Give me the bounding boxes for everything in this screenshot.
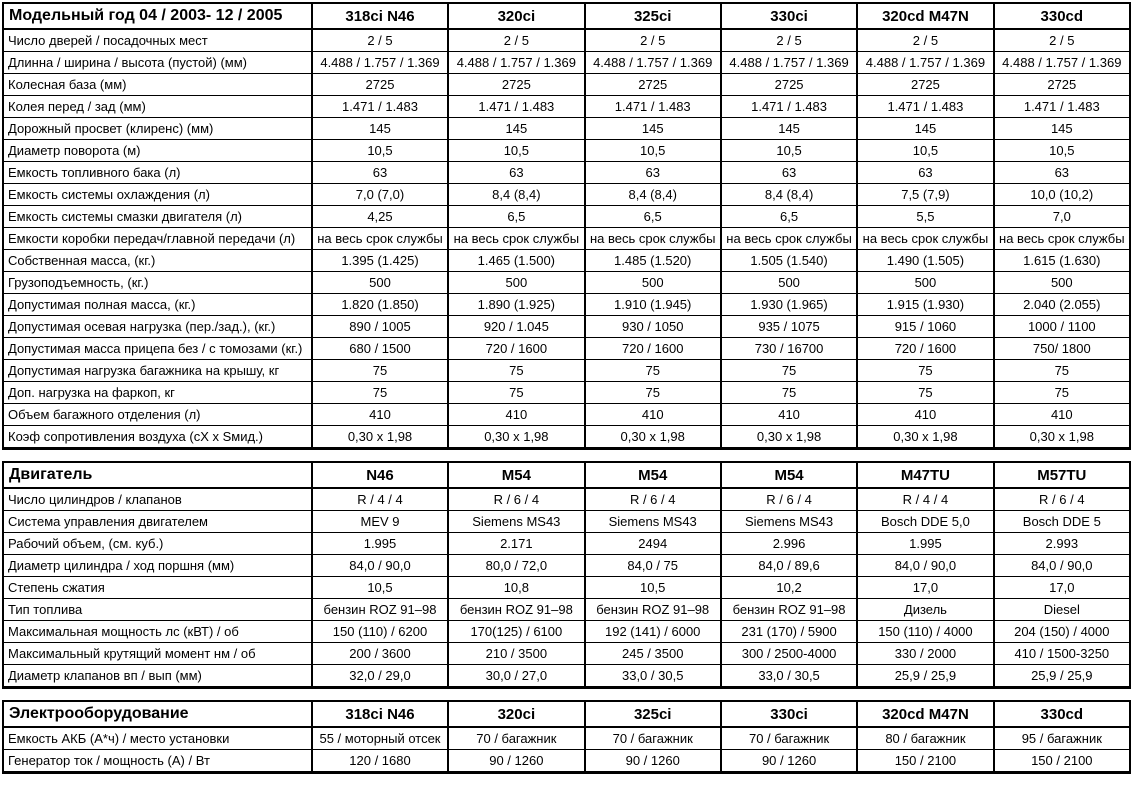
cell-value: 2.996 xyxy=(721,533,857,555)
cell-value: 33,0 / 30,5 xyxy=(585,665,721,688)
cell-value: 84,0 / 90,0 xyxy=(994,555,1130,577)
cell-value: Siemens MS43 xyxy=(721,511,857,533)
cell-value: 4.488 / 1.757 / 1.369 xyxy=(312,52,448,74)
cell-value: 720 / 1600 xyxy=(857,338,993,360)
cell-value: на весь срок службы xyxy=(585,228,721,250)
cell-value: 915 / 1060 xyxy=(857,316,993,338)
cell-value: 10,5 xyxy=(585,577,721,599)
electrical-header-row xyxy=(3,701,1130,727)
cell-value: 204 (150) / 4000 xyxy=(994,621,1130,643)
cell-value: 720 / 1600 xyxy=(448,338,584,360)
cell-value: 6,5 xyxy=(721,206,857,228)
cell-value: 1.615 (1.630) xyxy=(994,250,1130,272)
table-row xyxy=(3,184,1130,206)
row-label: Дорожный просвет (клиренс) (мм) xyxy=(3,118,312,140)
row-label: Система управления двигателем xyxy=(3,511,312,533)
column-header: 325ci xyxy=(585,3,721,29)
cell-value: 10,5 xyxy=(312,577,448,599)
cell-value: R / 4 / 4 xyxy=(312,488,448,511)
cell-value: 4,25 xyxy=(312,206,448,228)
cell-value: 55 / моторный отсек xyxy=(312,727,448,750)
column-header: 318ci N46 xyxy=(312,701,448,727)
cell-value: на весь срок службы xyxy=(721,228,857,250)
column-header: 330cd xyxy=(994,701,1130,727)
cell-value: 7,0 xyxy=(994,206,1130,228)
cell-value: 8,4 (8,4) xyxy=(448,184,584,206)
cell-value: 4.488 / 1.757 / 1.369 xyxy=(994,52,1130,74)
electrical-section-title: Электрооборудование xyxy=(3,701,312,727)
column-header: M54 xyxy=(448,462,584,488)
cell-value: 70 / багажник xyxy=(448,727,584,750)
cell-value: 17,0 xyxy=(994,577,1130,599)
cell-value: 30,0 / 27,0 xyxy=(448,665,584,688)
cell-value: 245 / 3500 xyxy=(585,643,721,665)
table-row xyxy=(3,488,1130,511)
cell-value: 231 (170) / 5900 xyxy=(721,621,857,643)
row-label: Допустимая осевая нагрузка (пер./зад.), (кг.) xyxy=(3,316,312,338)
cell-value: 1.395 (1.425) xyxy=(312,250,448,272)
row-label: Допустимая полная масса, (кг.) xyxy=(3,294,312,316)
cell-value: 2725 xyxy=(721,74,857,96)
table-row xyxy=(3,599,1130,621)
cell-value: 2.040 (2.055) xyxy=(994,294,1130,316)
engine-header-row xyxy=(3,462,1130,488)
cell-value: R / 6 / 4 xyxy=(721,488,857,511)
cell-value: 930 / 1050 xyxy=(585,316,721,338)
cell-value: 145 xyxy=(857,118,993,140)
cell-value: 4.488 / 1.757 / 1.369 xyxy=(585,52,721,74)
cell-value: 75 xyxy=(585,382,721,404)
table-row xyxy=(3,404,1130,426)
table-row xyxy=(3,750,1130,773)
cell-value: 10,8 xyxy=(448,577,584,599)
row-label: Максимальная мощность лс (кВТ) / об xyxy=(3,621,312,643)
cell-value: 150 (110) / 6200 xyxy=(312,621,448,643)
cell-value: 1.505 (1.540) xyxy=(721,250,857,272)
cell-value: 120 / 1680 xyxy=(312,750,448,773)
row-label: Максимальный крутящий момент нм / об xyxy=(3,643,312,665)
table-row xyxy=(3,96,1130,118)
row-label: Емкость АКБ (А*ч) / место установки xyxy=(3,727,312,750)
cell-value: 730 / 16700 xyxy=(721,338,857,360)
column-header: N46 xyxy=(312,462,448,488)
cell-value: на весь срок службы xyxy=(448,228,584,250)
table-row xyxy=(3,360,1130,382)
tables-container xyxy=(2,2,1133,774)
cell-value: R / 4 / 4 xyxy=(857,488,993,511)
cell-value: 500 xyxy=(857,272,993,294)
model-year-table xyxy=(2,2,1131,450)
cell-value: Bosch DDE 5 xyxy=(994,511,1130,533)
cell-value: 63 xyxy=(857,162,993,184)
row-label: Доп. нагрузка на фаркоп, кг xyxy=(3,382,312,404)
table-row xyxy=(3,338,1130,360)
cell-value: 145 xyxy=(994,118,1130,140)
row-label: Степень сжатия xyxy=(3,577,312,599)
table-row xyxy=(3,426,1130,449)
cell-value: 2.993 xyxy=(994,533,1130,555)
cell-value: 0,30 х 1,98 xyxy=(312,426,448,449)
cell-value: 63 xyxy=(312,162,448,184)
cell-value: 2725 xyxy=(448,74,584,96)
cell-value: 192 (141) / 6000 xyxy=(585,621,721,643)
cell-value: 80,0 / 72,0 xyxy=(448,555,584,577)
table-row xyxy=(3,52,1130,74)
table-row xyxy=(3,382,1130,404)
cell-value: 410 xyxy=(857,404,993,426)
column-header: 318ci N46 xyxy=(312,3,448,29)
cell-value: 2 / 5 xyxy=(312,29,448,52)
table-row xyxy=(3,665,1130,688)
cell-value: 10,5 xyxy=(585,140,721,162)
model-year-section-title: Модельный год 04 / 2003- 12 / 2005 xyxy=(3,3,312,29)
cell-value: 500 xyxy=(994,272,1130,294)
row-label: Диаметр клапанов вп / вып (мм) xyxy=(3,665,312,688)
cell-value: 2725 xyxy=(857,74,993,96)
cell-value: 84,0 / 75 xyxy=(585,555,721,577)
cell-value: 500 xyxy=(312,272,448,294)
cell-value: 145 xyxy=(721,118,857,140)
cell-value: 75 xyxy=(312,382,448,404)
column-header: 320ci xyxy=(448,701,584,727)
table-row xyxy=(3,140,1130,162)
table-row xyxy=(3,621,1130,643)
cell-value: 1.910 (1.945) xyxy=(585,294,721,316)
cell-value: бензин ROZ 91–98 xyxy=(721,599,857,621)
cell-value: 200 / 3600 xyxy=(312,643,448,665)
cell-value: 25,9 / 25,9 xyxy=(994,665,1130,688)
cell-value: Дизель xyxy=(857,599,993,621)
cell-value: 63 xyxy=(585,162,721,184)
table-row xyxy=(3,228,1130,250)
cell-value: 75 xyxy=(448,382,584,404)
row-label: Диаметр цилиндра / ход поршня (мм) xyxy=(3,555,312,577)
cell-value: 6,5 xyxy=(585,206,721,228)
table-row xyxy=(3,206,1130,228)
table-row xyxy=(3,74,1130,96)
cell-value: 80 / багажник xyxy=(857,727,993,750)
cell-value: 2725 xyxy=(994,74,1130,96)
cell-value: 63 xyxy=(994,162,1130,184)
cell-value: 1.471 / 1.483 xyxy=(448,96,584,118)
cell-value: 0,30 х 1,98 xyxy=(721,426,857,449)
cell-value: 0,30 х 1,98 xyxy=(994,426,1130,449)
table-row xyxy=(3,118,1130,140)
cell-value: Bosch DDE 5,0 xyxy=(857,511,993,533)
cell-value: 75 xyxy=(585,360,721,382)
cell-value: 330 / 2000 xyxy=(857,643,993,665)
cell-value: 500 xyxy=(585,272,721,294)
cell-value: на весь срок службы xyxy=(857,228,993,250)
cell-value: 890 / 1005 xyxy=(312,316,448,338)
cell-value: 10,5 xyxy=(994,140,1130,162)
cell-value: 2 / 5 xyxy=(585,29,721,52)
cell-value: 1.930 (1.965) xyxy=(721,294,857,316)
cell-value: 10,5 xyxy=(857,140,993,162)
cell-value: бензин ROZ 91–98 xyxy=(585,599,721,621)
cell-value: 6,5 xyxy=(448,206,584,228)
cell-value: 4.488 / 1.757 / 1.369 xyxy=(721,52,857,74)
cell-value: 410 xyxy=(312,404,448,426)
column-header: 320ci xyxy=(448,3,584,29)
cell-value: 75 xyxy=(448,360,584,382)
cell-value: 63 xyxy=(448,162,584,184)
row-label: Объем багажного отделения (л) xyxy=(3,404,312,426)
row-label: Собственная масса, (кг.) xyxy=(3,250,312,272)
cell-value: 935 / 1075 xyxy=(721,316,857,338)
cell-value: бензин ROZ 91–98 xyxy=(312,599,448,621)
row-label: Число цилиндров / клапанов xyxy=(3,488,312,511)
cell-value: 75 xyxy=(721,360,857,382)
cell-value: 0,30 х 1,98 xyxy=(448,426,584,449)
cell-value: 300 / 2500-4000 xyxy=(721,643,857,665)
cell-value: 2725 xyxy=(585,74,721,96)
row-label: Длинна / ширина / высота (пустой) (мм) xyxy=(3,52,312,74)
column-header: 320cd M47N xyxy=(857,3,993,29)
cell-value: 95 / багажник xyxy=(994,727,1130,750)
cell-value: 500 xyxy=(721,272,857,294)
cell-value: 8,4 (8,4) xyxy=(585,184,721,206)
cell-value: 75 xyxy=(994,360,1130,382)
cell-value: 75 xyxy=(312,360,448,382)
cell-value: 75 xyxy=(994,382,1130,404)
cell-value: 2 / 5 xyxy=(857,29,993,52)
row-label: Колея перед / зад (мм) xyxy=(3,96,312,118)
column-header: M47TU xyxy=(857,462,993,488)
cell-value: 750/ 1800 xyxy=(994,338,1130,360)
column-header: 330ci xyxy=(721,701,857,727)
cell-value: 410 xyxy=(721,404,857,426)
row-label: Емкость системы охлаждения (л) xyxy=(3,184,312,206)
model-year-header-row xyxy=(3,3,1130,29)
cell-value: 1.995 xyxy=(312,533,448,555)
cell-value: 1.915 (1.930) xyxy=(857,294,993,316)
cell-value: 170(125) / 6100 xyxy=(448,621,584,643)
cell-value: 1.471 / 1.483 xyxy=(721,96,857,118)
row-label: Рабочий объем, (см. куб.) xyxy=(3,533,312,555)
cell-value: бензин ROZ 91–98 xyxy=(448,599,584,621)
cell-value: Diesel xyxy=(994,599,1130,621)
cell-value: 1.490 (1.505) xyxy=(857,250,993,272)
table-row xyxy=(3,250,1130,272)
cell-value: 10,5 xyxy=(721,140,857,162)
cell-value: 2 / 5 xyxy=(994,29,1130,52)
table-row xyxy=(3,643,1130,665)
cell-value: 10,5 xyxy=(312,140,448,162)
cell-value: R / 6 / 4 xyxy=(585,488,721,511)
table-row xyxy=(3,727,1130,750)
cell-value: 1.890 (1.925) xyxy=(448,294,584,316)
row-label: Емкости коробки передач/главной передачи (л) xyxy=(3,228,312,250)
cell-value: 90 / 1260 xyxy=(721,750,857,773)
cell-value: 4.488 / 1.757 / 1.369 xyxy=(857,52,993,74)
cell-value: 2 / 5 xyxy=(448,29,584,52)
cell-value: 680 / 1500 xyxy=(312,338,448,360)
cell-value: 410 xyxy=(585,404,721,426)
cell-value: 17,0 xyxy=(857,577,993,599)
row-label: Тип топлива xyxy=(3,599,312,621)
cell-value: 2494 xyxy=(585,533,721,555)
row-label: Число дверей / посадочных мест xyxy=(3,29,312,52)
row-label: Колесная база (мм) xyxy=(3,74,312,96)
table-row xyxy=(3,533,1130,555)
cell-value: на весь срок службы xyxy=(994,228,1130,250)
cell-value: 75 xyxy=(721,382,857,404)
cell-value: 90 / 1260 xyxy=(448,750,584,773)
cell-value: 8,4 (8,4) xyxy=(721,184,857,206)
column-header: 330cd xyxy=(994,3,1130,29)
cell-value: 410 xyxy=(448,404,584,426)
cell-value: 70 / багажник xyxy=(721,727,857,750)
cell-value: 210 / 3500 xyxy=(448,643,584,665)
cell-value: 2 / 5 xyxy=(721,29,857,52)
cell-value: 150 / 2100 xyxy=(857,750,993,773)
table-row xyxy=(3,162,1130,184)
cell-value: 0,30 х 1,98 xyxy=(585,426,721,449)
row-label: Емкость системы смазки двигателя (л) xyxy=(3,206,312,228)
cell-value: 1.820 (1.850) xyxy=(312,294,448,316)
cell-value: Siemens MS43 xyxy=(585,511,721,533)
cell-value: 63 xyxy=(721,162,857,184)
cell-value: 7,0 (7,0) xyxy=(312,184,448,206)
cell-value: 7,5 (7,9) xyxy=(857,184,993,206)
table-row xyxy=(3,555,1130,577)
cell-value: 70 / багажник xyxy=(585,727,721,750)
row-label: Емкость топливного бака (л) xyxy=(3,162,312,184)
cell-value: R / 6 / 4 xyxy=(448,488,584,511)
cell-value: 4.488 / 1.757 / 1.369 xyxy=(448,52,584,74)
row-label: Допустимая нагрузка багажника на крышу, кг xyxy=(3,360,312,382)
cell-value: 720 / 1600 xyxy=(585,338,721,360)
column-header: M57TU xyxy=(994,462,1130,488)
cell-value: 920 / 1.045 xyxy=(448,316,584,338)
column-header: 320cd M47N xyxy=(857,701,993,727)
cell-value: 1.485 (1.520) xyxy=(585,250,721,272)
cell-value: 1.471 / 1.483 xyxy=(585,96,721,118)
cell-value: 84,0 / 89,6 xyxy=(721,555,857,577)
cell-value: 84,0 / 90,0 xyxy=(857,555,993,577)
cell-value: 410 / 1500-3250 xyxy=(994,643,1130,665)
cell-value: 1.995 xyxy=(857,533,993,555)
row-label: Допустимая масса прицепа без / с томозами (кг.) xyxy=(3,338,312,360)
row-label: Генератор ток / мощность (А) / Вт xyxy=(3,750,312,773)
cell-value: 75 xyxy=(857,360,993,382)
cell-value: MEV 9 xyxy=(312,511,448,533)
cell-value: 145 xyxy=(448,118,584,140)
cell-value: 90 / 1260 xyxy=(585,750,721,773)
cell-value: 10,2 xyxy=(721,577,857,599)
table-row xyxy=(3,294,1130,316)
row-label: Грузоподъемность, (кг.) xyxy=(3,272,312,294)
cell-value: 33,0 / 30,5 xyxy=(721,665,857,688)
engine-section-title: Двигатель xyxy=(3,462,312,488)
table-row xyxy=(3,316,1130,338)
cell-value: 1.471 / 1.483 xyxy=(857,96,993,118)
cell-value: 1.471 / 1.483 xyxy=(994,96,1130,118)
cell-value: 150 / 2100 xyxy=(994,750,1130,773)
cell-value: 75 xyxy=(857,382,993,404)
cell-value: Siemens MS43 xyxy=(448,511,584,533)
cell-value: 1.465 (1.500) xyxy=(448,250,584,272)
cell-value: 145 xyxy=(312,118,448,140)
cell-value: 150 (110) / 4000 xyxy=(857,621,993,643)
column-header: M54 xyxy=(585,462,721,488)
cell-value: 0,30 х 1,98 xyxy=(857,426,993,449)
cell-value: 410 xyxy=(994,404,1130,426)
cell-value: R / 6 / 4 xyxy=(994,488,1130,511)
table-row xyxy=(3,577,1130,599)
cell-value: 145 xyxy=(585,118,721,140)
row-label: Диаметр поворота (м) xyxy=(3,140,312,162)
cell-value: 500 xyxy=(448,272,584,294)
electrical-table xyxy=(2,700,1131,774)
cell-value: 10,0 (10,2) xyxy=(994,184,1130,206)
cell-value: 32,0 / 29,0 xyxy=(312,665,448,688)
table-row xyxy=(3,511,1130,533)
cell-value: 25,9 / 25,9 xyxy=(857,665,993,688)
cell-value: 84,0 / 90,0 xyxy=(312,555,448,577)
column-header: 325ci xyxy=(585,701,721,727)
cell-value: 2.171 xyxy=(448,533,584,555)
cell-value: 1.471 / 1.483 xyxy=(312,96,448,118)
column-header: M54 xyxy=(721,462,857,488)
cell-value: 2725 xyxy=(312,74,448,96)
cell-value: 1000 / 1100 xyxy=(994,316,1130,338)
table-row xyxy=(3,272,1130,294)
column-header: 330ci xyxy=(721,3,857,29)
table-row xyxy=(3,29,1130,52)
cell-value: на весь срок службы xyxy=(312,228,448,250)
row-label: Коэф сопротивления воздуха (сХ х Sмид.) xyxy=(3,426,312,449)
cell-value: 5,5 xyxy=(857,206,993,228)
cell-value: 10,5 xyxy=(448,140,584,162)
engine-table xyxy=(2,461,1131,689)
